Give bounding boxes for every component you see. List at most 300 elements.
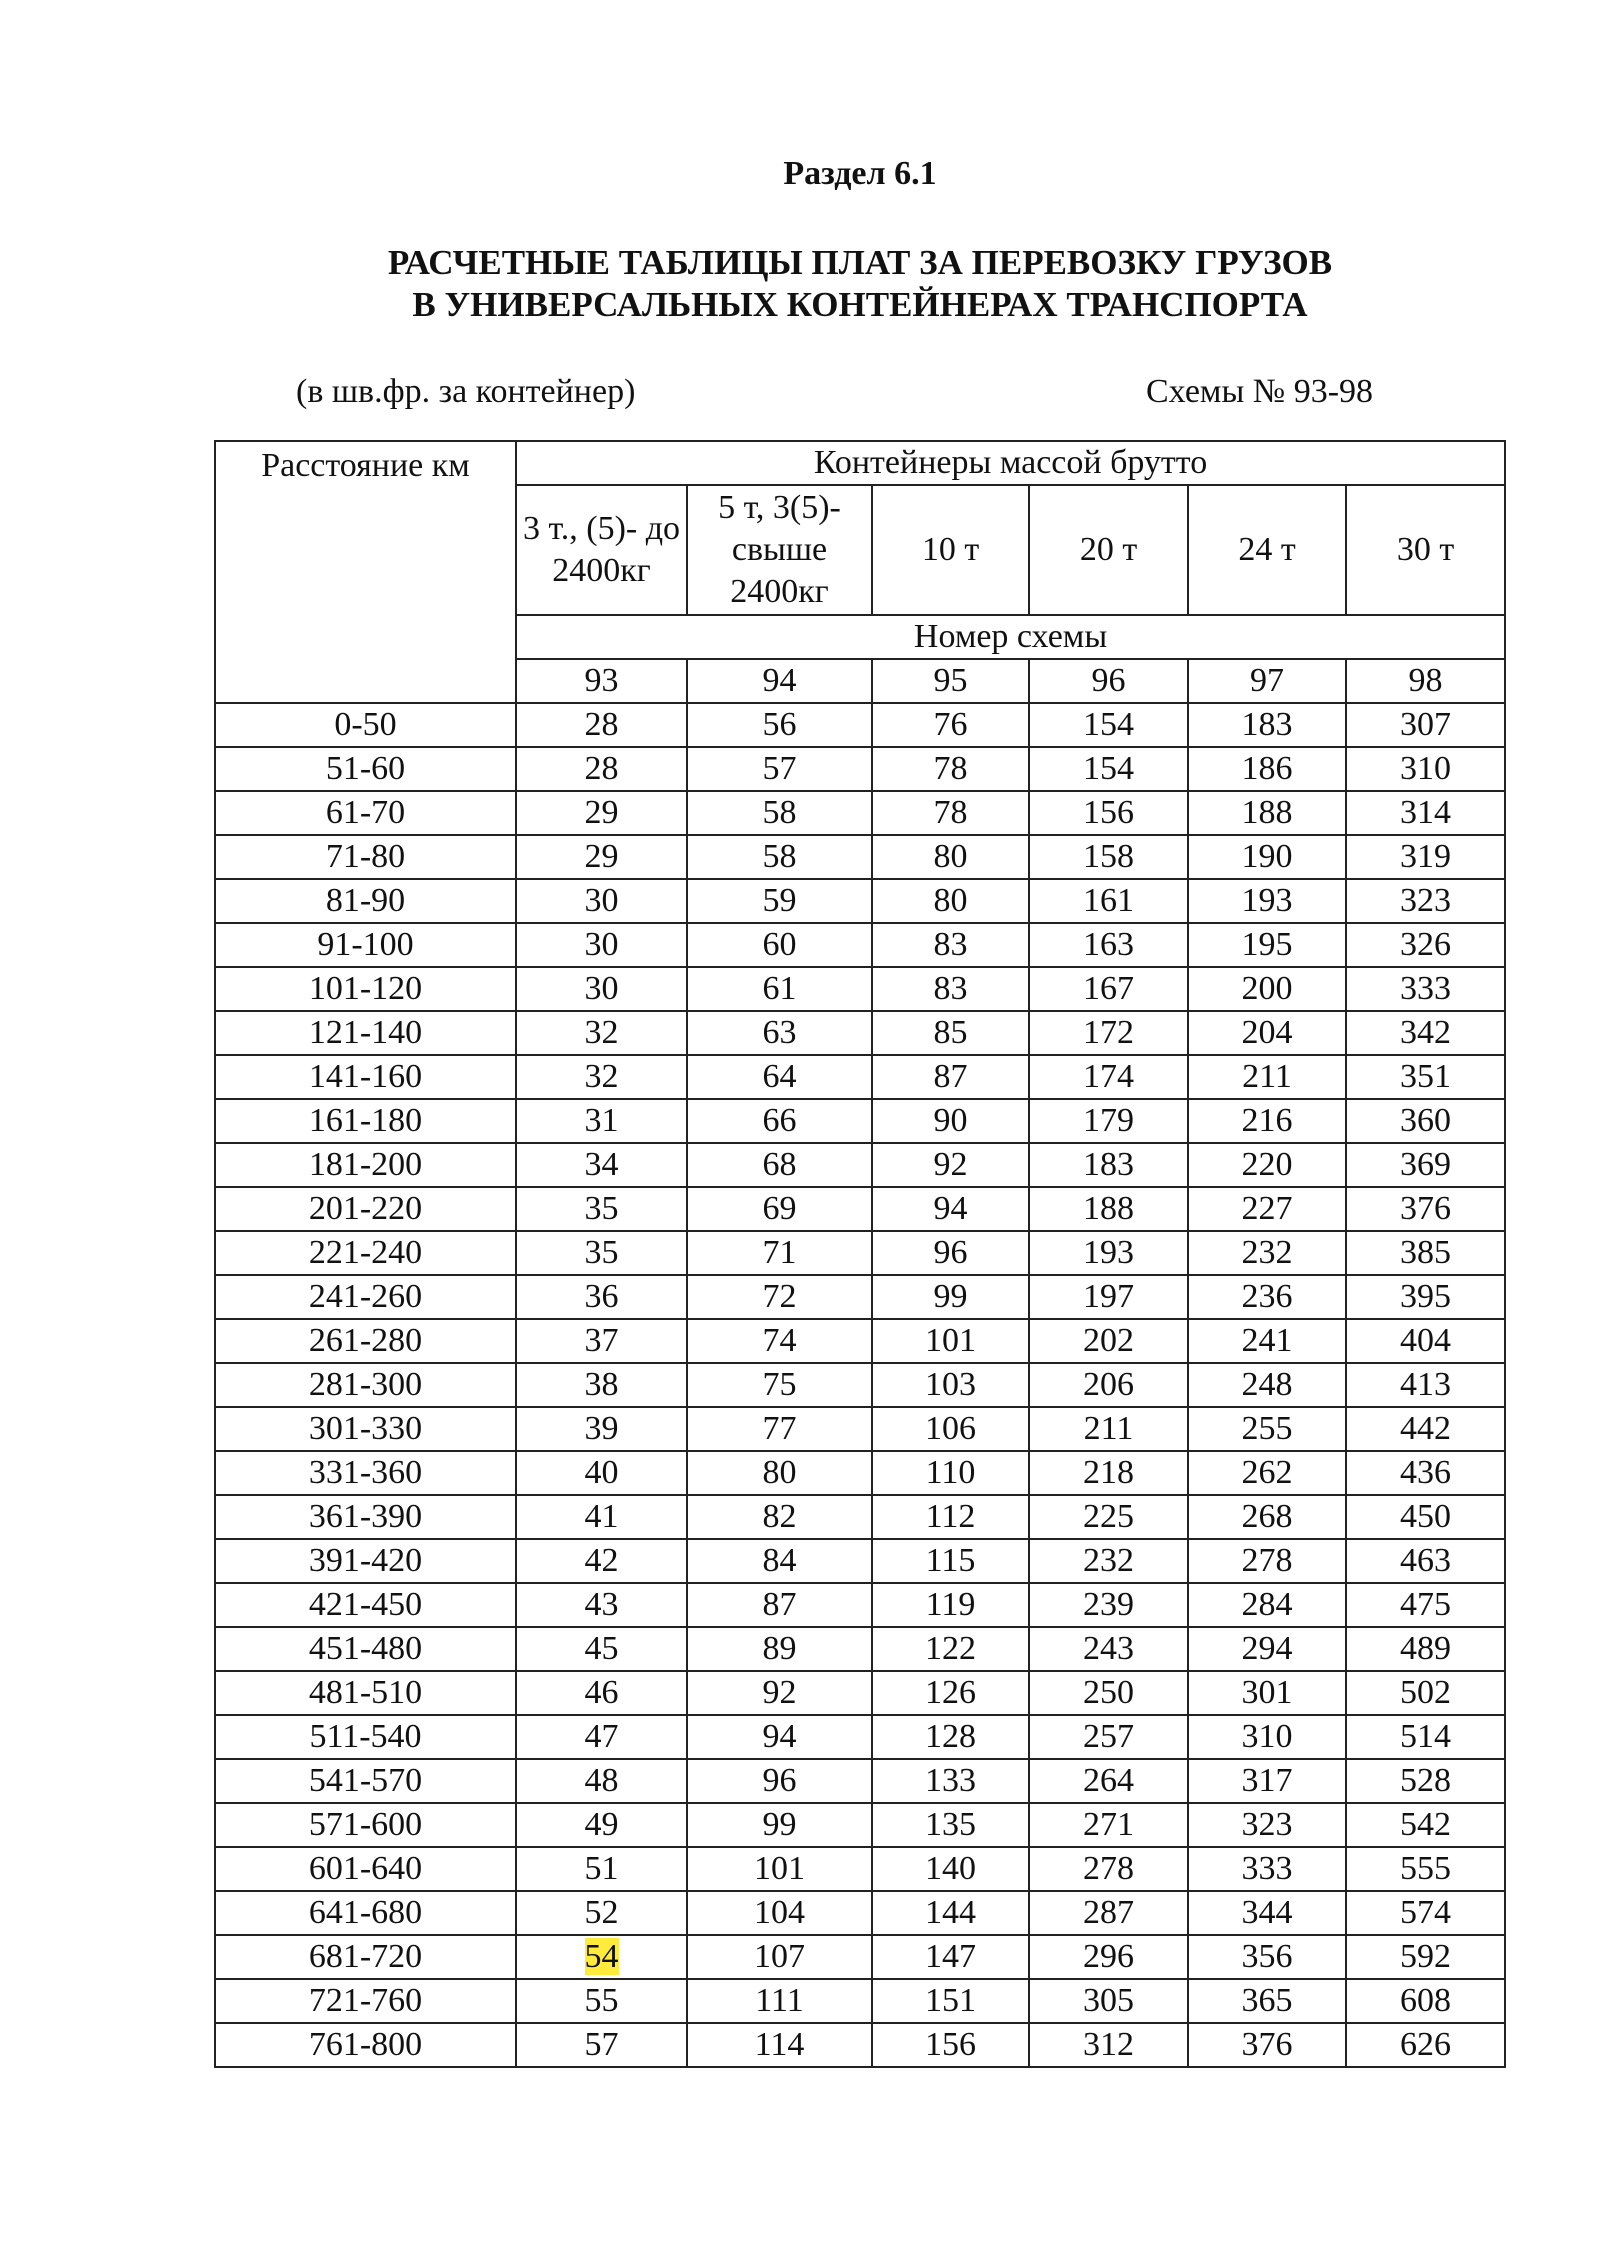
tariff-cell — [516, 703, 687, 747]
tariff-cell — [516, 1583, 687, 1627]
tariff-value: 151 — [925, 1982, 976, 2019]
tariff-value: 174 — [1083, 1058, 1134, 1095]
tariff-cell — [687, 2023, 872, 2067]
tariff-cell — [687, 1407, 872, 1451]
tariff-cell — [687, 923, 872, 967]
tariff-value: 197 — [1083, 1278, 1134, 1315]
tariff-cell — [687, 703, 872, 747]
tariff-cell — [516, 1671, 687, 1715]
tariff-value: 287 — [1083, 1894, 1134, 1931]
tariff-value: 85 — [933, 1014, 968, 1051]
title-line-1: РАСЧЕТНЫЕ ТАБЛИЦЫ ПЛАТ ЗА ПЕРЕВОЗКУ ГРУЗОВ — [387, 243, 1333, 282]
tariff-value: 183 — [1083, 1146, 1134, 1183]
tariff-cell — [687, 1891, 872, 1935]
tariff-value: 376 — [1400, 1190, 1452, 1227]
distance-cell: 481-510 — [215, 1671, 516, 1715]
tariff-cell — [516, 923, 687, 967]
tariff-cell — [872, 1979, 1029, 2023]
tariff-value: 87 — [762, 1586, 797, 1623]
tariff-value: 94 — [762, 1718, 797, 1755]
tariff-value: 47 — [584, 1718, 619, 1755]
tariff-value: 351 — [1400, 1058, 1452, 1095]
tariff-cell — [1188, 1319, 1346, 1363]
tariff-cell — [1346, 1451, 1505, 1495]
tariff-cell — [1188, 1627, 1346, 1671]
tariff-value: 190 — [1241, 838, 1293, 875]
tariff-cell — [1346, 1055, 1505, 1099]
table-row — [215, 1407, 1505, 1451]
tariff-table-head — [215, 441, 1505, 703]
table-row — [215, 703, 1505, 747]
table-row — [215, 1891, 1505, 1935]
distance-cell: 71-80 — [215, 835, 516, 879]
tariff-value: 574 — [1400, 1894, 1452, 1931]
tariff-value: 110 — [925, 1454, 976, 1491]
tariff-value: 250 — [1083, 1674, 1134, 1711]
tariff-cell — [872, 1495, 1029, 1539]
tariff-value: 200 — [1241, 970, 1293, 1007]
table-row — [215, 1495, 1505, 1539]
tariff-cell — [872, 1759, 1029, 1803]
tariff-value: 92 — [933, 1146, 968, 1183]
tariff-value: 28 — [584, 706, 619, 743]
tariff-value: 592 — [1400, 1938, 1452, 1975]
tariff-cell — [1188, 1583, 1346, 1627]
tariff-value: 89 — [762, 1630, 797, 1667]
table-row — [215, 967, 1505, 1011]
document-title — [0, 242, 1600, 326]
tariff-value: 271 — [1083, 1806, 1134, 1843]
tariff-value: 94 — [933, 1190, 968, 1227]
distance-cell: 91-100 — [215, 923, 516, 967]
table-row — [215, 1935, 1505, 1979]
tariff-value: 43 — [584, 1586, 619, 1623]
tariff-cell — [1029, 1583, 1188, 1627]
tariff-value: 30 — [584, 926, 619, 963]
tariff-cell — [1029, 1275, 1188, 1319]
tariff-value: 101 — [925, 1322, 976, 1359]
tariff-cell — [687, 1451, 872, 1495]
tariff-value: 284 — [1241, 1586, 1293, 1623]
tariff-cell — [872, 1055, 1029, 1099]
tariff-cell — [687, 1363, 872, 1407]
tariff-value: 37 — [584, 1322, 619, 1359]
tariff-value: 296 — [1083, 1938, 1134, 1975]
tariff-value: 63 — [762, 1014, 797, 1051]
tariff-value: 103 — [925, 1366, 976, 1403]
tariff-value: 77 — [762, 1410, 797, 1447]
tariff-value: 72 — [762, 1278, 797, 1315]
tariff-table-body — [215, 703, 1505, 2067]
distance-cell: 391-420 — [215, 1539, 516, 1583]
tariff-value: 106 — [925, 1410, 976, 1447]
table-row — [215, 1979, 1505, 2023]
tariff-cell — [1188, 1407, 1346, 1451]
distance-cell: 721-760 — [215, 1979, 516, 2023]
tariff-cell — [872, 703, 1029, 747]
tariff-value: 90 — [933, 1102, 968, 1139]
tariff-value: 310 — [1241, 1718, 1293, 1755]
tariff-value: 32 — [584, 1014, 619, 1051]
tariff-cell — [1029, 1539, 1188, 1583]
tariff-cell — [687, 1231, 872, 1275]
container-size-header: 5 т, 3(5)- свыше 2400кг — [687, 485, 872, 615]
table-row — [215, 747, 1505, 791]
tariff-value: 163 — [1083, 926, 1134, 963]
tariff-cell — [1346, 923, 1505, 967]
tariff-value: 502 — [1400, 1674, 1452, 1711]
tariff-cell — [872, 1891, 1029, 1935]
tariff-cell — [1029, 1055, 1188, 1099]
tariff-value: 333 — [1400, 970, 1452, 1007]
tariff-cell — [872, 923, 1029, 967]
tariff-cell — [872, 791, 1029, 835]
tariff-cell — [1029, 1495, 1188, 1539]
distance-cell: 511-540 — [215, 1715, 516, 1759]
tariff-cell — [872, 1539, 1029, 1583]
distance-cell: 0-50 — [215, 703, 516, 747]
tariff-value: 413 — [1400, 1366, 1452, 1403]
tariff-cell — [1346, 1847, 1505, 1891]
tariff-value: 183 — [1241, 706, 1293, 743]
distance-cell: 541-570 — [215, 1759, 516, 1803]
tariff-value: 80 — [762, 1454, 797, 1491]
tariff-value: 31 — [584, 1102, 619, 1139]
tariff-cell — [516, 1759, 687, 1803]
distance-cell: 141-160 — [215, 1055, 516, 1099]
tariff-cell — [516, 1363, 687, 1407]
tariff-value: 268 — [1241, 1498, 1293, 1535]
tariff-value: 360 — [1400, 1102, 1452, 1139]
tariff-cell — [516, 2023, 687, 2067]
tariff-cell — [1029, 1627, 1188, 1671]
distance-cell: 641-680 — [215, 1891, 516, 1935]
tariff-cell — [516, 1979, 687, 2023]
table-row — [215, 791, 1505, 835]
tariff-cell — [1188, 1715, 1346, 1759]
tariff-value: 29 — [584, 794, 619, 831]
tariff-cell — [872, 1847, 1029, 1891]
table-row — [215, 835, 1505, 879]
tariff-value: 84 — [762, 1542, 797, 1579]
tariff-cell — [516, 1099, 687, 1143]
tariff-value: 96 — [933, 1234, 968, 1271]
tariff-cell — [516, 1187, 687, 1231]
tariff-value: 112 — [925, 1498, 976, 1535]
tariff-cell — [872, 1275, 1029, 1319]
tariff-cell — [872, 1363, 1029, 1407]
tariff-cell — [516, 1143, 687, 1187]
tariff-cell — [1029, 791, 1188, 835]
tariff-value: 154 — [1083, 750, 1134, 787]
table-row — [215, 879, 1505, 923]
tariff-value: 248 — [1241, 1366, 1293, 1403]
tariff-cell — [687, 1319, 872, 1363]
tariff-value: 128 — [925, 1718, 976, 1755]
tariff-value: 39 — [584, 1410, 619, 1447]
tariff-table — [214, 440, 1506, 2068]
tariff-cell — [1188, 835, 1346, 879]
table-row — [215, 1583, 1505, 1627]
tariff-value: 68 — [762, 1146, 797, 1183]
tariff-cell — [687, 1275, 872, 1319]
tariff-cell — [1029, 1847, 1188, 1891]
tariff-cell — [1029, 1143, 1188, 1187]
tariff-cell — [1346, 835, 1505, 879]
tariff-value: 99 — [933, 1278, 968, 1315]
tariff-value: 262 — [1241, 1454, 1293, 1491]
tariff-value: 156 — [1083, 794, 1134, 831]
tariff-cell — [1029, 1319, 1188, 1363]
tariff-value: 333 — [1241, 1850, 1293, 1887]
table-row — [215, 1363, 1505, 1407]
tariff-value: 57 — [584, 2026, 619, 2063]
tariff-cell — [687, 1627, 872, 1671]
tariff-cell — [1188, 1187, 1346, 1231]
tariff-value: 188 — [1083, 1190, 1134, 1227]
tariff-value: 305 — [1083, 1982, 1134, 2019]
tariff-cell — [1029, 1099, 1188, 1143]
tariff-cell — [1188, 1495, 1346, 1539]
tariff-cell — [1029, 1715, 1188, 1759]
tariff-cell — [1029, 835, 1188, 879]
table-row — [215, 1451, 1505, 1495]
tariff-cell — [687, 1495, 872, 1539]
tariff-value: 78 — [933, 794, 968, 831]
tariff-value: 172 — [1083, 1014, 1134, 1051]
distance-cell: 51-60 — [215, 747, 516, 791]
tariff-value: 56 — [762, 706, 797, 743]
tariff-cell — [1346, 791, 1505, 835]
tariff-value: 60 — [762, 926, 797, 963]
tariff-value: 42 — [584, 1542, 619, 1579]
tariff-value: 442 — [1400, 1410, 1452, 1447]
tariff-value: 232 — [1241, 1234, 1293, 1271]
tariff-cell — [687, 1583, 872, 1627]
tariff-cell — [1346, 1583, 1505, 1627]
scheme-number: 97 — [1188, 659, 1346, 703]
tariff-cell — [687, 1011, 872, 1055]
tariff-cell — [687, 835, 872, 879]
tariff-value: 514 — [1400, 1718, 1452, 1755]
tariff-value: 30 — [584, 970, 619, 1007]
tariff-cell — [872, 1583, 1029, 1627]
tariff-value: 36 — [584, 1278, 619, 1315]
tariff-value: 211 — [1242, 1058, 1292, 1095]
tariff-cell — [872, 1231, 1029, 1275]
tariff-cell — [1029, 967, 1188, 1011]
tariff-value: 326 — [1400, 926, 1452, 963]
tariff-cell — [516, 967, 687, 1011]
tariff-value: 204 — [1241, 1014, 1293, 1051]
tariff-value: 301 — [1241, 1674, 1293, 1711]
tariff-value: 107 — [754, 1938, 805, 1975]
tariff-cell — [1346, 1143, 1505, 1187]
tariff-cell — [516, 1275, 687, 1319]
tariff-cell — [872, 2023, 1029, 2067]
tariff-cell — [1029, 747, 1188, 791]
tariff-value: 220 — [1241, 1146, 1293, 1183]
tariff-cell — [1188, 1143, 1346, 1187]
tariff-value: 59 — [762, 882, 797, 919]
tariff-value: 319 — [1400, 838, 1452, 875]
tariff-cell — [516, 1495, 687, 1539]
tariff-value: 167 — [1083, 970, 1134, 1007]
tariff-value: 385 — [1400, 1234, 1452, 1271]
tariff-cell — [872, 835, 1029, 879]
tariff-cell — [1188, 1847, 1346, 1891]
distance-cell: 241-260 — [215, 1275, 516, 1319]
tariff-cell — [1188, 1363, 1346, 1407]
tariff-value: 608 — [1400, 1982, 1452, 2019]
distance-cell: 61-70 — [215, 791, 516, 835]
tariff-value: 555 — [1400, 1850, 1452, 1887]
tariff-value: 30 — [584, 882, 619, 919]
tariff-value: 307 — [1400, 706, 1452, 743]
tariff-value: 241 — [1241, 1322, 1293, 1359]
tariff-value: 54 — [584, 1938, 619, 1975]
tariff-cell — [1346, 1363, 1505, 1407]
distance-cell: 331-360 — [215, 1451, 516, 1495]
tariff-value: 202 — [1083, 1322, 1134, 1359]
tariff-cell — [687, 1055, 872, 1099]
tariff-value: 83 — [933, 970, 968, 1007]
table-row — [215, 1187, 1505, 1231]
table-row — [215, 1011, 1505, 1055]
table-row — [215, 1143, 1505, 1187]
tariff-value: 35 — [584, 1234, 619, 1271]
tariff-value: 436 — [1400, 1454, 1452, 1491]
tariff-value: 310 — [1400, 750, 1452, 787]
tariff-cell — [872, 1319, 1029, 1363]
tariff-cell — [1188, 1099, 1346, 1143]
tariff-cell — [516, 1451, 687, 1495]
tariff-cell — [1188, 1055, 1346, 1099]
tariff-cell — [1029, 1935, 1188, 1979]
tariff-value: 80 — [933, 838, 968, 875]
tariff-value: 206 — [1083, 1366, 1134, 1403]
tariff-value: 179 — [1083, 1102, 1134, 1139]
table-row — [215, 1671, 1505, 1715]
tariff-value: 154 — [1083, 706, 1134, 743]
distance-cell: 761-800 — [215, 2023, 516, 2067]
tariff-cell — [1346, 703, 1505, 747]
tariff-value: 489 — [1400, 1630, 1452, 1667]
tariff-cell — [872, 1715, 1029, 1759]
tariff-value: 71 — [762, 1234, 797, 1271]
tariff-value: 58 — [762, 838, 797, 875]
tariff-value: 114 — [754, 2026, 805, 2063]
tariff-value: 243 — [1083, 1630, 1134, 1667]
tariff-value: 126 — [925, 1674, 976, 1711]
tariff-cell — [1346, 1759, 1505, 1803]
tariff-value: 49 — [584, 1806, 619, 1843]
distance-cell: 81-90 — [215, 879, 516, 923]
tariff-value: 255 — [1241, 1410, 1293, 1447]
tariff-cell — [687, 1715, 872, 1759]
tariff-cell — [516, 1011, 687, 1055]
tariff-cell — [1188, 1671, 1346, 1715]
tariff-value: 342 — [1400, 1014, 1452, 1051]
tariff-value: 186 — [1241, 750, 1293, 787]
tariff-value: 626 — [1400, 2026, 1452, 2063]
tariff-value: 83 — [933, 926, 968, 963]
tariff-value: 195 — [1241, 926, 1293, 963]
tariff-value: 528 — [1400, 1762, 1452, 1799]
tariff-cell — [516, 1407, 687, 1451]
tariff-cell — [516, 1627, 687, 1671]
tariff-cell — [687, 1935, 872, 1979]
tariff-value: 356 — [1241, 1938, 1293, 1975]
tariff-value: 28 — [584, 750, 619, 787]
tariff-cell — [1188, 967, 1346, 1011]
tariff-cell — [1346, 1495, 1505, 1539]
tariff-cell — [1346, 1407, 1505, 1451]
distance-cell: 121-140 — [215, 1011, 516, 1055]
tariff-value: 92 — [762, 1674, 797, 1711]
tariff-cell — [1188, 1539, 1346, 1583]
tariff-cell — [1029, 923, 1188, 967]
tariff-cell — [516, 791, 687, 835]
tariff-value: 193 — [1083, 1234, 1134, 1271]
tariff-cell — [516, 1231, 687, 1275]
tariff-value: 369 — [1400, 1146, 1452, 1183]
table-row — [215, 1847, 1505, 1891]
container-size-header: 30 т — [1346, 485, 1505, 615]
tariff-value: 82 — [762, 1498, 797, 1535]
tariff-cell — [687, 747, 872, 791]
tariff-value: 144 — [925, 1894, 976, 1931]
tariff-cell — [872, 967, 1029, 1011]
table-row — [215, 1539, 1505, 1583]
tariff-value: 236 — [1241, 1278, 1293, 1315]
tariff-value: 115 — [925, 1542, 976, 1579]
tariff-value: 58 — [762, 794, 797, 831]
tariff-cell — [687, 1979, 872, 2023]
title-line-2: В УНИВЕРСАЛЬНЫХ КОНТЕЙНЕРАХ ТРАНСПОРТА — [412, 285, 1308, 324]
tariff-cell — [1029, 1187, 1188, 1231]
tariff-cell — [1188, 1935, 1346, 1979]
tariff-cell — [516, 1319, 687, 1363]
container-group-header: Контейнеры массой брутто — [516, 441, 1505, 485]
scheme-number: 96 — [1029, 659, 1188, 703]
tariff-value: 48 — [584, 1762, 619, 1799]
tariff-cell — [1029, 1363, 1188, 1407]
tariff-cell — [516, 1847, 687, 1891]
tariff-cell — [1346, 1231, 1505, 1275]
tariff-value: 475 — [1400, 1586, 1452, 1623]
tariff-cell — [872, 1099, 1029, 1143]
tariff-cell — [1188, 791, 1346, 835]
distance-cell: 301-330 — [215, 1407, 516, 1451]
tariff-cell — [516, 747, 687, 791]
tariff-value: 46 — [584, 1674, 619, 1711]
tariff-value: 52 — [584, 1894, 619, 1931]
tariff-cell — [1029, 1451, 1188, 1495]
tariff-cell — [1346, 879, 1505, 923]
tariff-cell — [872, 1803, 1029, 1847]
tariff-value: 211 — [1083, 1410, 1134, 1447]
tariff-cell — [872, 1187, 1029, 1231]
table-row — [215, 1759, 1505, 1803]
table-row — [215, 1627, 1505, 1671]
table-row — [215, 1099, 1505, 1143]
tariff-value: 80 — [933, 882, 968, 919]
tariff-value: 294 — [1241, 1630, 1293, 1667]
distance-cell: 361-390 — [215, 1495, 516, 1539]
tariff-value: 40 — [584, 1454, 619, 1491]
distance-cell: 681-720 — [215, 1935, 516, 1979]
